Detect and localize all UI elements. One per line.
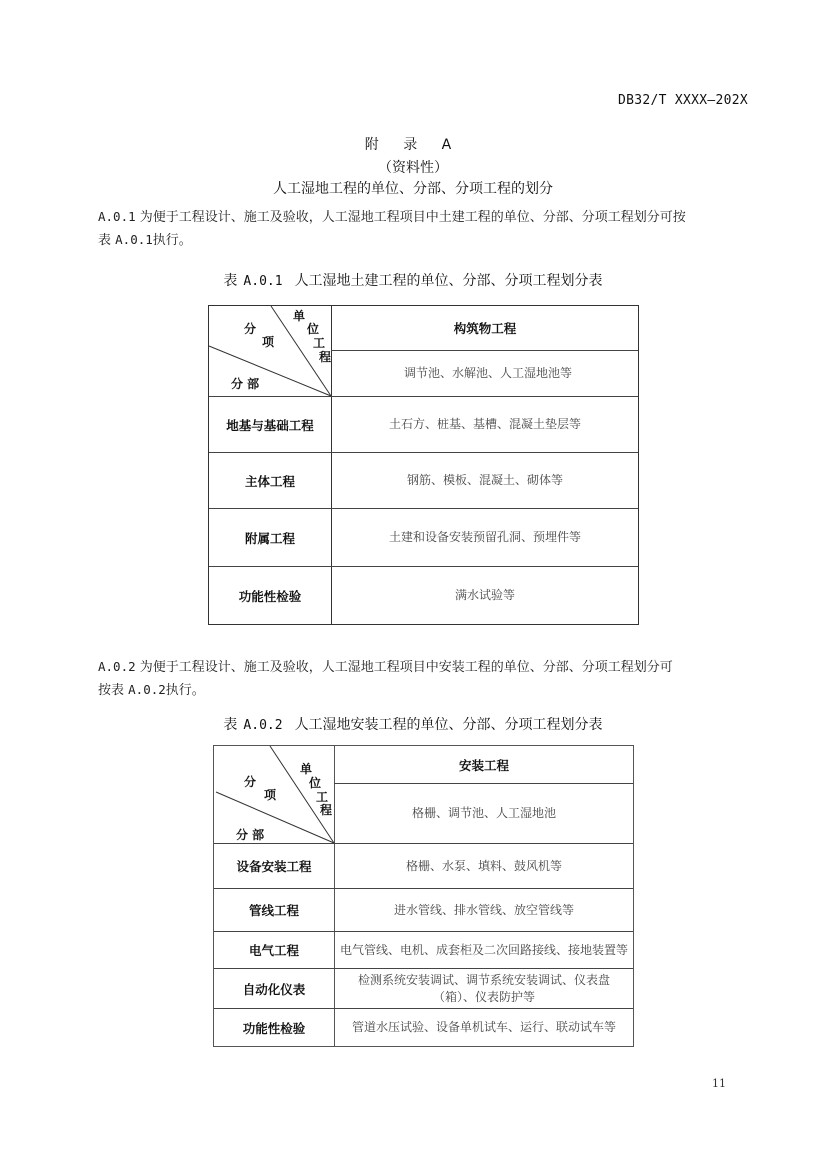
unit-project-items: 调节池、水解池、人工湿地池等 <box>403 366 572 380</box>
corner-unit-char: 单 <box>293 309 306 323</box>
corner-item-char: 项 <box>264 788 277 802</box>
table-a01 <box>208 305 639 625</box>
appendix-heading: 人工湿地工程的单位、分部、分项工程的划分 <box>273 181 553 197</box>
page-number: 11 <box>712 1077 726 1090</box>
standard-code: DB32/T XXXX—202X <box>617 93 748 108</box>
division-cell: 管线工程 <box>248 903 299 918</box>
clause-a02-line2: 按表 A.0.2执行。 <box>98 682 205 698</box>
division-cell: 功能性检验 <box>242 1020 306 1036</box>
table-a02-caption: 表 A.0.2 人工湿地安装工程的单位、分部、分项工程划分表 <box>223 717 603 733</box>
corner-unit-char: 程 <box>320 803 333 817</box>
corner-item-char: 项 <box>262 335 275 349</box>
clause-a01-number: A.0.1 <box>98 209 136 224</box>
corner-item-char: 分 <box>244 775 257 789</box>
corner-unit-char: 工 <box>316 790 329 804</box>
corner-unit-char: 位 <box>309 776 322 790</box>
corner-unit-char: 工 <box>313 336 326 350</box>
unit-project-header: 构筑物工程 <box>453 321 517 336</box>
items-cell: 管道水压试验、设备单机试车、运行、联动试车等 <box>351 1020 616 1034</box>
division-cell: 地基与基础工程 <box>226 417 314 433</box>
corner-unit-char: 单 <box>300 762 313 776</box>
clause-a02 <box>98 656 748 702</box>
appendix-title: 附 录 A <box>364 137 462 153</box>
unit-project-items: 格栅、调节池、人工湿地池 <box>411 806 556 820</box>
items-cell: 钢筋、模板、混凝土、砌体等 <box>406 473 563 487</box>
division-cell: 附属工程 <box>244 530 295 546</box>
clause-a01 <box>98 206 748 252</box>
division-cell: 自动化仪表 <box>242 981 306 997</box>
items-cell: 土石方、桩基、基槽、混凝土垫层等 <box>388 417 581 431</box>
items-cell: 满水试验等 <box>454 588 515 602</box>
clause-a02-number: A.0.2 <box>98 659 136 674</box>
items-cell: 土建和设备安装预留孔洞、预埋件等 <box>388 530 581 544</box>
division-cell: 电气工程 <box>248 943 299 958</box>
appendix-subtitle: （资料性） <box>378 160 448 176</box>
clause-a01-line1: A.0.1 为便于工程设计、施工及验收，人工湿地工程项目中土建工程的单位、分部、分项工程划分可按 <box>98 209 686 225</box>
unit-project-header: 安装工程 <box>458 757 509 773</box>
corner-division-label: 分 部 <box>231 377 260 391</box>
division-cell: 设备安装工程 <box>236 859 312 874</box>
clause-a02-line1: A.0.2 为便于工程设计、施工及验收，人工湿地工程项目中安装工程的单位、分部、分项工程划分可 <box>98 659 673 675</box>
items-cell: 电气管线、电机、成套柜及二次回路接线、接地装置等 <box>339 942 628 957</box>
items-cell: 检测系统安装调试、调节系统安装调试、仪表盘（箱）、仪表防护等 <box>357 972 610 1004</box>
division-cell: 功能性检验 <box>238 588 302 604</box>
corner-division-label: 分 部 <box>236 828 265 842</box>
corner-item-char: 分 <box>244 322 257 336</box>
items-cell: 进水管线、排水管线、放空管线等 <box>393 902 574 917</box>
clause-a01-line2: 表 A.0.1执行。 <box>98 232 192 248</box>
table-a01-caption: 表 A.0.1 人工湿地土建工程的单位、分部、分项工程划分表 <box>223 273 603 289</box>
table-ref: A.0.1 <box>115 232 153 247</box>
table-a02 <box>213 745 634 1047</box>
corner-unit-char: 程 <box>319 350 332 364</box>
corner-unit-char: 位 <box>307 322 320 336</box>
table-ref: A.0.2 <box>128 682 166 697</box>
division-cell: 主体工程 <box>244 473 295 489</box>
items-cell: 格栅、水泵、填料、鼓风机等 <box>405 858 562 873</box>
